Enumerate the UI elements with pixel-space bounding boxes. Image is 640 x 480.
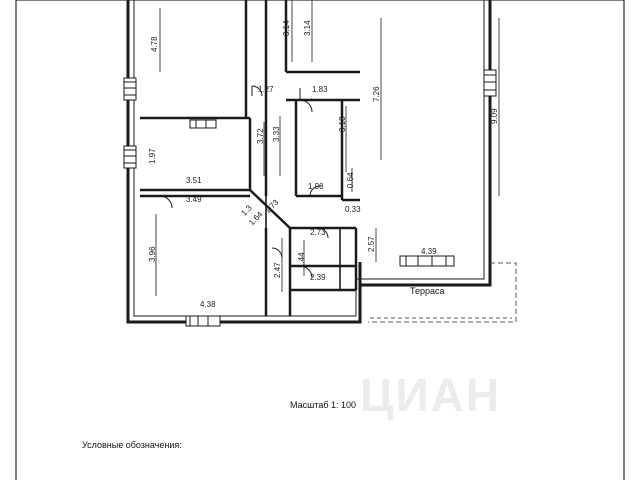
dimension-label: 2.73 [310, 228, 326, 237]
dimension-label: 3.18 [338, 116, 347, 132]
dimension-label: 2.57 [367, 236, 376, 252]
dimension-label: 2.39 [310, 273, 326, 282]
dimension-label: 1.98 [308, 182, 324, 191]
dimension-label: 1.44 [297, 252, 306, 268]
dimension-label: 3.49 [186, 195, 202, 204]
legend-title: Условные обозначения: [82, 440, 182, 450]
dimension-label: 1.27 [258, 85, 274, 94]
dimension-label: 7.26 [372, 86, 381, 102]
dimension-label: 2.47 [273, 262, 282, 278]
dimension-label: 3.96 [148, 246, 157, 262]
dimension-label: 9.09 [490, 108, 499, 124]
dimension-label: 3.72 [256, 128, 265, 144]
watermark: ЦИАН [360, 369, 502, 421]
dimension-label: 1.83 [312, 85, 328, 94]
scale-note: Масштаб 1: 100 [290, 400, 357, 410]
dimension-label: 0.64 [346, 172, 355, 188]
dimension-label: 1.3 [239, 203, 254, 218]
dimension-label: 4.78 [150, 36, 159, 52]
dimension-label: 3.14 [282, 20, 291, 36]
dimension-label: 3.33 [272, 126, 281, 142]
dimension-label: 3.14 [303, 20, 312, 36]
terrace-label: Терраса [410, 286, 445, 296]
dimension-label: 4.39 [421, 247, 437, 256]
dimension-label: 4.38 [200, 300, 216, 309]
dimension-label: 1.64 [247, 209, 265, 228]
dimension-label: 0.33 [345, 205, 361, 214]
dimension-label: 3.51 [186, 176, 202, 185]
dimension-label: 1.97 [148, 148, 157, 164]
dimension-label: 1.73 [263, 197, 281, 216]
